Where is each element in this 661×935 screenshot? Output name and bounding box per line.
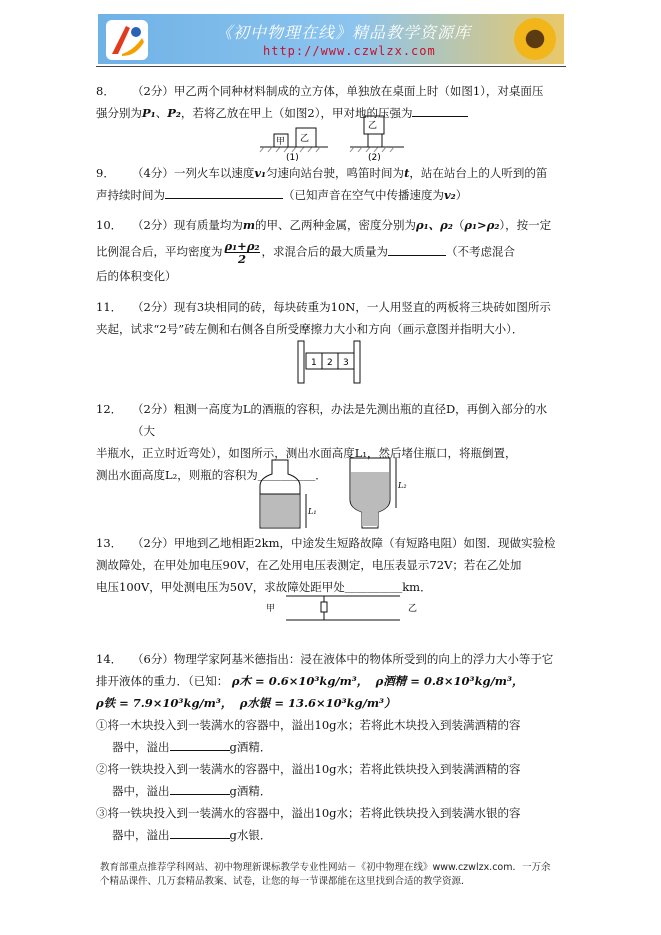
question-number: 14． xyxy=(96,652,123,666)
footer-line: 教育部重点推荐学科网站、初中物理新课标教学专业性网站－《初中物理在线》www.czwlzx.com．一万余 xyxy=(100,862,551,873)
figure-bricks xyxy=(296,339,364,385)
answer-blank[interactable] xyxy=(170,780,230,795)
footer-line: 个精品课件、几万套精品教案、试卷，让您的每一节课都能在这里找到合适的教学资源． xyxy=(100,876,471,887)
answer-blank[interactable] xyxy=(170,824,230,839)
item-1: ①将一木块投入到一装满水的容器中，溢出10g水；若将此木块投入到装满酒精的容 xyxy=(96,718,521,732)
question-text: （2分）现有3块相同的砖，每块砖重为10N，一人用竖直的两板将三块砖如图所示 xyxy=(132,300,551,314)
question-text: 比例混合后，平均密度为 $\frac{\text{ρ₁+ρ₂}}{2}$ ，求混合后的最大质量为 （不考虑混合 xyxy=(96,239,516,266)
item-1: 器中，溢出 g酒精． xyxy=(112,736,566,758)
question-text: （2分）甲乙两个同种材料制成的立方体，单独放在桌面上时（如图1），对桌面压 xyxy=(132,84,544,98)
item-2: ②将一铁块投入到一装满水的容器中，溢出10g水；若将此铁块投入到装满酒精的容 xyxy=(96,762,521,776)
sunflower-image xyxy=(514,18,556,60)
question-14 xyxy=(96,648,566,846)
question-number: 9． xyxy=(96,166,115,180)
site-logo xyxy=(106,20,148,60)
page-footer xyxy=(100,861,570,889)
header-divider xyxy=(96,66,566,67)
answer-blank[interactable] xyxy=(412,102,468,117)
banner-title: 《初中物理在线》精品教学资源库 xyxy=(216,23,472,42)
question-text: 后的体积变化） xyxy=(96,269,177,283)
brick-label-1: 1 xyxy=(311,358,317,368)
answer-blank[interactable] xyxy=(170,736,230,751)
question-text: 排开液体的重力．（已知： ρ木 = 0.6×10³kg/m³， ρ酒精 = 0.8×10³kg/m³， xyxy=(96,674,524,688)
question-text: ρ铁 = 7.9×10³kg/m³， ρ水银 = 13.6×10³kg/m³） xyxy=(96,696,396,710)
fig1-caption: (1) xyxy=(286,153,299,163)
question-number: 8． xyxy=(96,84,115,98)
fig1-label-yi: 乙 xyxy=(300,134,310,144)
fig2-label-yi: 乙 xyxy=(368,121,378,131)
label-L1: L₁ xyxy=(308,507,317,516)
brick-label-3: 3 xyxy=(343,358,349,368)
question-text: 半瓶水，正立时近弯处），如图所示，测出水面高度L₁，然后堵住瓶口，将瓶倒置， xyxy=(96,446,517,460)
banner-url[interactable]: http://www.czwlzx.com xyxy=(263,44,436,58)
item-3: ③将一铁块投入到一装满水的容器中，溢出10g水；若将此铁块投入到装满水银的容 xyxy=(96,806,521,820)
fraction: $\frac{\text{ρ₁+ρ₂}}{2}$ xyxy=(224,239,260,266)
circuit-label-yi: 乙 xyxy=(408,604,418,614)
fig1-label-jia: 甲 xyxy=(276,137,286,147)
question-text: （4分）一列火车以速度v₁匀速向站台驶，鸣笛时间为t，站在站台上的人听到的笛 xyxy=(132,166,548,180)
question-text: 测出水面高度L₂，则瓶的容积为＿＿＿＿＿． xyxy=(96,468,327,482)
question-number: 12． xyxy=(96,402,123,416)
question-text: （6分）物理学家阿基米德指出：浸在液体中的物体所受到的向上的浮力大小等于它 xyxy=(132,652,554,666)
question-text: 夹起，试求“2号”砖左侧和右侧各自所受摩擦力大小和方向（画示意图并指明大小）． xyxy=(96,322,524,336)
label-L2: L₂ xyxy=(398,481,407,490)
fig2-caption: (2) xyxy=(368,153,381,163)
question-text: 强分别为P₁、P₂，若将乙放在甲上（如图2），甲对地的压强为 xyxy=(96,102,566,124)
question-10 xyxy=(96,214,566,287)
figure-bottles xyxy=(254,456,414,532)
question-number: 13． xyxy=(96,536,123,550)
question-text: 电压100V，甲处测电压为50V，求故障处距甲处＿＿＿＿＿km． xyxy=(96,580,432,594)
header-banner xyxy=(98,14,564,64)
question-text: （2分）粗测一高度为L的酒瓶的容积，办法是先测出瓶的直径D，再倒入部分的水（大 xyxy=(132,402,548,438)
question-text: （2分）甲地到乙地相距2km，中途发生短路故障（有短路电阻）如图．现做实验检 xyxy=(132,536,556,550)
question-9 xyxy=(96,162,566,206)
question-number: 10． xyxy=(96,218,123,232)
answer-blank[interactable] xyxy=(388,241,446,256)
brick-label-2: 2 xyxy=(327,358,333,368)
figure-circuit xyxy=(262,588,422,626)
figure-cubes xyxy=(258,112,408,164)
item-2: 器中，溢出 g酒精． xyxy=(112,780,566,802)
question-text: 声持续时间为 （已知声音在空气中传播速度为v₂） xyxy=(96,184,566,206)
question-text: （2分）现有质量均为m的甲、乙两种金属，密度分别为ρ₁、ρ₂（ρ₁>ρ₂），按一定 xyxy=(132,218,552,232)
answer-blank[interactable] xyxy=(165,184,283,199)
question-number: 11． xyxy=(96,300,123,314)
item-3: 器中，溢出 g水银． xyxy=(112,824,566,846)
question-text: 测故障处，在甲处加电压90V，在乙处用电压表测定，电压表显示72V；若在乙处加 xyxy=(96,558,522,572)
circuit-label-jia: 甲 xyxy=(266,604,276,614)
question-11 xyxy=(96,296,566,340)
